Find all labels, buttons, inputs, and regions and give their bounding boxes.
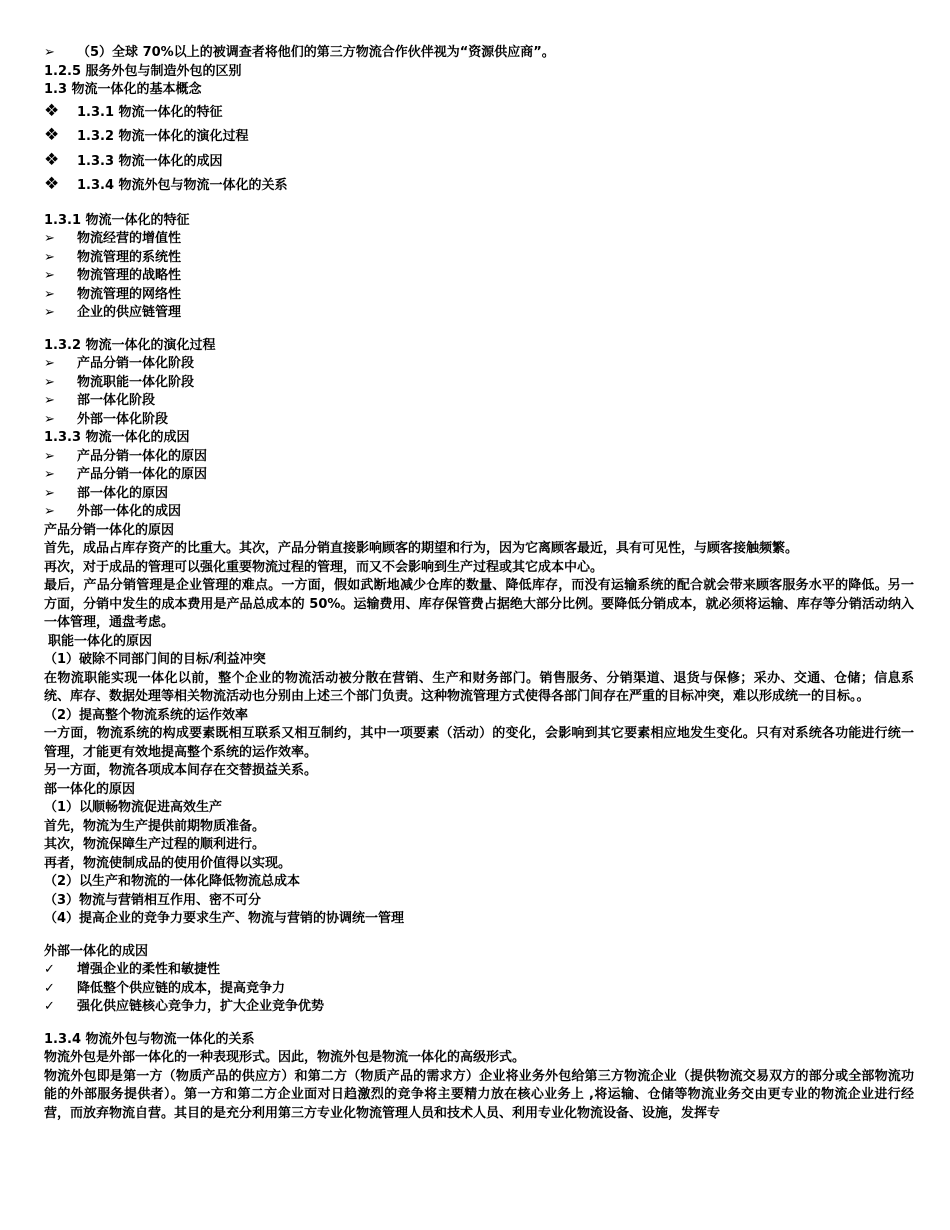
arrow-bullet-icon: ➢ <box>44 485 55 501</box>
check-bullet-icon: ✓ <box>44 980 55 996</box>
list-item <box>44 448 914 467</box>
paragraph: （2）以生产和物流的一体化降低物流总成本 <box>44 874 301 889</box>
paragraph: 再次，对于成品的管理可以强化重要物流过程的管理，而又不会影响到生产过程或其它成本中心。 <box>44 559 604 575</box>
list-item-text: 物流职能一体化阶段 <box>77 374 195 390</box>
paragraph: 首先，物流为生产提供前期物质准备。 <box>44 818 266 834</box>
check-bullet-icon: ✓ <box>44 999 55 1014</box>
document-page <box>44 44 914 1123</box>
diamond-bullet-icon: ❖ <box>44 174 60 194</box>
paragraph: 在物流职能实现一体化以前，整个企业的物流活动被分散在营销、生产和财务部门。销售服务、分销渠道、退货与保修；采办、交通、仓储；信息系统、库存、数据处理等相关物流活动也分别由上述三个部门负责。这种物流管理方式使得各部门间存在严重的目标冲突，难以形成统一的目标。。 <box>44 670 914 704</box>
arrow-bullet-icon: ➢ <box>44 356 55 371</box>
paragraph: 物流外包即是第一方（物质产品的供应方）和第二方（物质产品的需求方）企业将业务外包给第三方物流企业（提供物流交易双方的部分或全部物流功能的外部服务提供者）。第一方和第二方企业面对日趋激烈的竞争将主要精力放在核心业务上 ,将运输、仓储等物流业务交由更专业的物流企业进行经营，而放弃物流自营。其目的是充分利用第三方专业化物流管理人员和技术人员、利用专业化物流设备、设施，发挥专 <box>44 1068 914 1121</box>
list-item <box>44 466 914 485</box>
list-item-text: （5）全球 70%以上的被调查者将他们的第三方物流合作伙伴视为“资源供应商”。 <box>77 45 555 60</box>
toc-item-text: 1.3.3 物流一体化的成因 <box>77 153 223 169</box>
heading-1-2-5: 1.2.5 服务外包与制造外包的区别 <box>44 63 242 79</box>
list-item <box>44 980 914 999</box>
list-item-text: 外部一体化阶段 <box>77 411 169 427</box>
list-item-text: 增强企业的柔性和敏捷性 <box>77 962 221 977</box>
paragraph: 另一方面，物流各项成本间存在交替损益关系。 <box>44 763 318 778</box>
list-item <box>44 286 914 305</box>
diamond-bullet-icon: ❖ <box>44 100 60 121</box>
paragraph: （1）破除不同部门间的目标/利益冲突 <box>44 652 266 667</box>
diamond-bullet-icon: ❖ <box>44 125 60 145</box>
arrow-bullet-icon: ➢ <box>44 467 55 482</box>
list-item-text: 产品分销一体化阶段 <box>77 356 195 371</box>
check-bullet-icon: ✓ <box>44 962 55 977</box>
list-item <box>44 961 914 980</box>
list-item-text: 企业的供应链管理 <box>77 305 182 320</box>
paragraph: 最后，产品分销管理是企业管理的难点。一方面，假如武断地减少仓库的数量、降低库存，而没有运输系统的配合就会带来顾客服务水平的降低。另一方面，分销中发生的成本费用是产品总成本的 50%。运输费用、库存保管费占据绝大部分比例。要降低分销成本，就必须将运输、库存等分销活动纳入一体管理，通盘考虑。 <box>44 578 914 630</box>
list-item-text: 强化供应链核心竞争力，扩大企业竞争优势 <box>77 999 325 1014</box>
paragraph: 首先，成品占库存资产的比重大。其次，产品分销直接影响顾客的期望和行为，因为它离顾客最近，具有可见性，与顾客接触频繁。 <box>44 541 799 556</box>
heading-1-3: 1.3 物流一体化的基本概念 <box>44 82 202 97</box>
toc-item <box>44 100 914 125</box>
section-heading-1-3-2: 1.3.2 物流一体化的演化过程 <box>44 337 216 353</box>
arrow-bullet-icon: ➢ <box>44 268 55 283</box>
section-heading-1-3-4: 1.3.4 物流外包与物流一体化的关系 <box>44 1031 255 1047</box>
arrow-bullet-icon: ➢ <box>44 286 55 302</box>
list-item <box>44 355 914 374</box>
list-item-text: 物流管理的网络性 <box>77 286 182 302</box>
section-heading-1-3-1: 1.3.1 物流一体化的特征 <box>44 212 190 228</box>
paragraph: （4）提高企业的竞争力要求生产、物流与营销的协调统一管理 <box>44 911 405 926</box>
arrow-bullet-icon: ➢ <box>44 374 55 390</box>
list-item-text: 物流管理的战略性 <box>77 268 182 283</box>
arrow-bullet-icon: ➢ <box>44 393 55 408</box>
toc-item <box>44 149 914 174</box>
list-item-text: 物流经营的增值性 <box>77 231 182 246</box>
paragraph: （1）以顺畅物流促进高效生产 <box>44 800 223 815</box>
paragraph-heading: 产品分销一体化的原因 <box>44 522 175 538</box>
list-item <box>44 374 914 393</box>
list-item-text: 部一体化的原因 <box>77 485 169 501</box>
arrow-bullet-icon: ➢ <box>44 411 55 427</box>
list-item-text: 产品分销一体化的原因 <box>77 467 208 482</box>
list-item <box>44 503 914 522</box>
paragraph-heading: 外部一体化的成因 <box>44 943 149 959</box>
arrow-bullet-icon: ➢ <box>44 305 55 320</box>
list-item <box>44 44 914 63</box>
list-item <box>44 485 914 504</box>
paragraph: （3）物流与营销相互作用、密不可分 <box>44 892 262 908</box>
arrow-bullet-icon: ➢ <box>44 504 55 519</box>
list-item <box>44 267 914 286</box>
paragraph: 物流外包是外部一体化的一种表现形式。因此，物流外包是物流一体化的高级形式。 <box>44 1050 526 1065</box>
list-item <box>44 230 914 249</box>
arrow-bullet-icon: ➢ <box>44 249 55 265</box>
list-item <box>44 304 914 323</box>
paragraph: 其次，物流保障生产过程的顺利进行。 <box>44 837 266 852</box>
list-item <box>44 411 914 430</box>
list-item <box>44 249 914 268</box>
toc-item <box>44 173 914 198</box>
list-item <box>44 392 914 411</box>
paragraph-heading: 职能一体化的原因 <box>48 633 153 649</box>
list-item-text: 物流管理的系统性 <box>77 249 182 265</box>
diamond-bullet-icon: ❖ <box>44 149 60 170</box>
list-item-text: 降低整个供应链的成本，提高竞争力 <box>77 980 286 996</box>
paragraph: （2）提高整个物流系统的运作效率 <box>44 707 249 723</box>
toc-item <box>44 124 914 149</box>
section-heading-1-3-3: 1.3.3 物流一体化的成因 <box>44 430 190 445</box>
list-item-text: 部一体化阶段 <box>77 393 156 408</box>
list-item-text: 产品分销一体化的原因 <box>77 448 208 464</box>
list-item <box>44 998 914 1017</box>
toc-item-text: 1.3.1 物流一体化的特征 <box>77 104 223 120</box>
toc-item-text: 1.3.2 物流一体化的演化过程 <box>77 129 249 144</box>
paragraph: 一方面，物流系统的构成要素既相互联系又相互制约，其中一项要素（活动）的变化，会影响到其它要素相应地发生变化。只有对系统各功能进行统一管理，才能更有效地提高整个系统的运作效率。 <box>44 726 914 760</box>
arrow-bullet-icon: ➢ <box>44 448 55 464</box>
arrow-bullet-icon: ➢ <box>44 45 55 60</box>
arrow-bullet-icon: ➢ <box>44 231 55 246</box>
paragraph: 再者，物流使制成品的使用价值得以实现。 <box>44 855 292 871</box>
paragraph-heading: 部一体化的原因 <box>44 781 136 797</box>
toc-item-text: 1.3.4 物流外包与物流一体化的关系 <box>77 178 288 193</box>
list-item-text: 外部一体化的成因 <box>77 504 182 519</box>
